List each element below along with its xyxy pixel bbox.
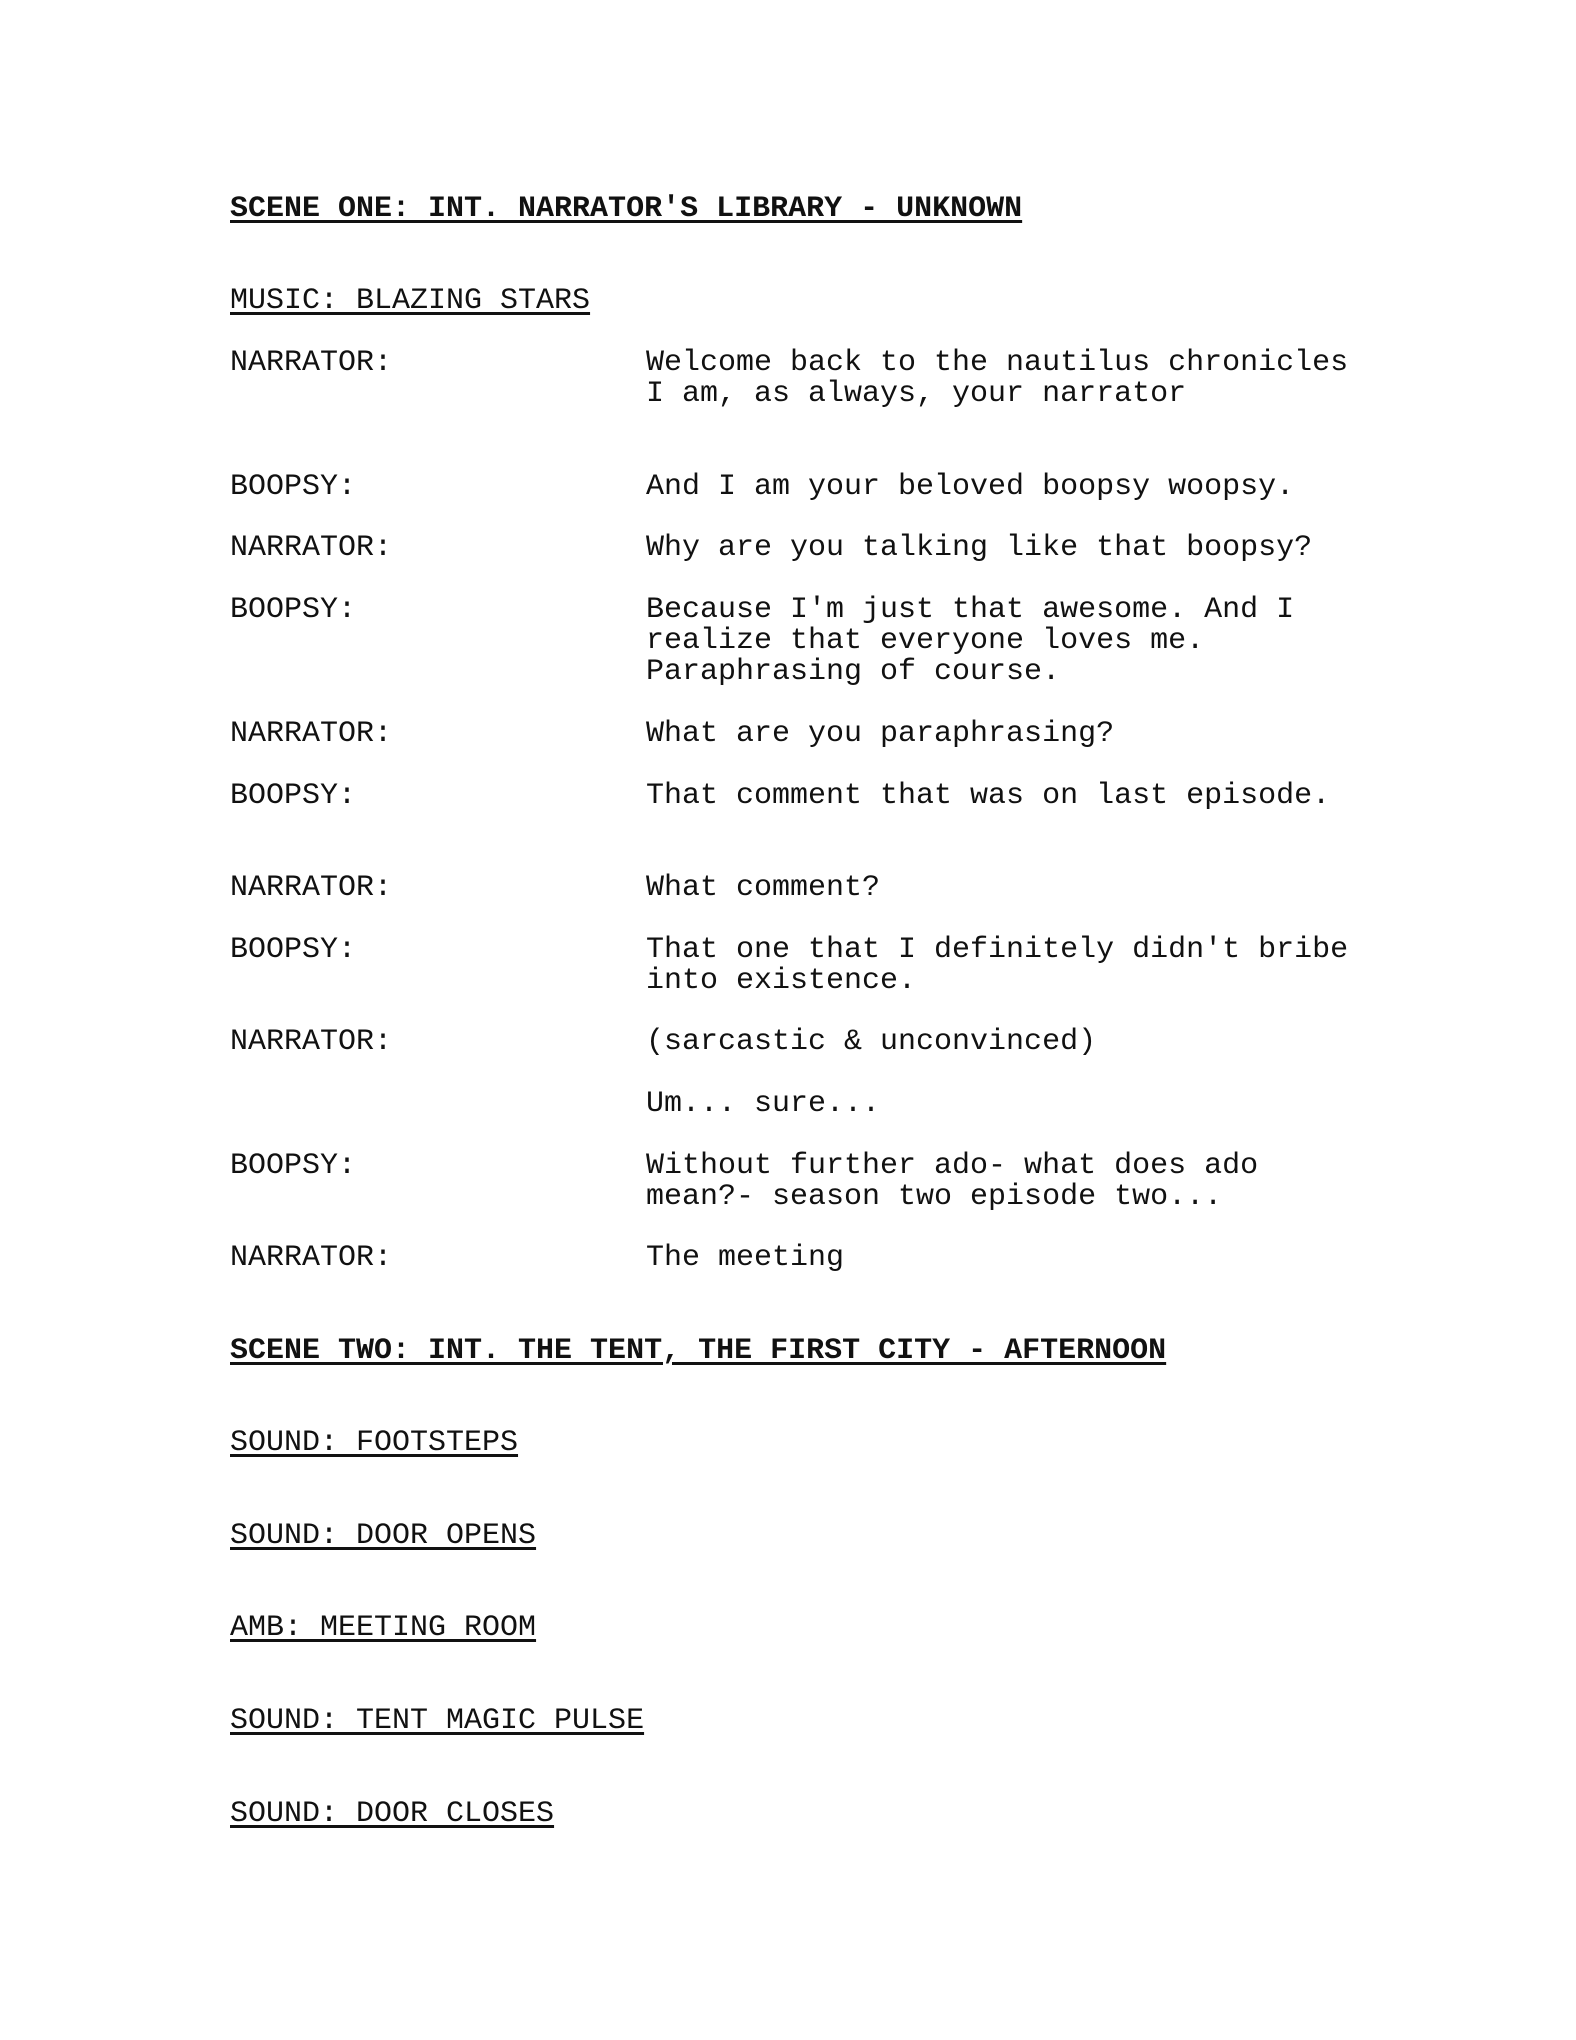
sound-cue: SOUND: FOOTSTEPS (230, 1426, 519, 1460)
speaker-name: NARRATOR: (230, 531, 393, 565)
dialogue-text: And I am your beloved boopsy woopsy. (646, 470, 1295, 504)
dialogue-text: Because I'm just that awesome. And I realize that everyone loves me. Paraphrasing of course. (646, 593, 1295, 689)
scene-two-heading: SCENE TWO: INT. THE TENT, THE FIRST CITY - AFTERNOON (230, 1334, 1167, 1368)
speaker-name: NARRATOR: (230, 1241, 393, 1275)
scene-one-heading: SCENE ONE: INT. NARRATOR'S LIBRARY - UNKNOWN (230, 192, 1023, 226)
speaker-name: NARRATOR: (230, 346, 393, 380)
speaker-name: BOOPSY: (230, 933, 357, 967)
dialogue-text: What comment? (646, 871, 881, 905)
music-cue: MUSIC: BLAZING STARS (230, 284, 591, 318)
ambience-cue: AMB: MEETING ROOM (230, 1611, 537, 1645)
sound-cue: SOUND: DOOR OPENS (230, 1519, 537, 1553)
speaker-name: NARRATOR: (230, 717, 393, 751)
dialogue-text: The meeting (646, 1241, 845, 1275)
dialogue-text: Welcome back to the nautilus chronicles I am, as always, your narrator (646, 346, 1349, 411)
sound-cue: SOUND: DOOR CLOSES (230, 1797, 555, 1831)
dialogue-text: Without further ado- what does ado mean?- season two episode two... (646, 1149, 1259, 1214)
dialogue-text: What are you paraphrasing? (646, 717, 1115, 751)
dialogue-text: Why are you talking like that boopsy? (646, 531, 1313, 565)
dialogue-text: Um... sure... (646, 1087, 881, 1121)
speaker-name: NARRATOR: (230, 1025, 393, 1059)
speaker-name: NARRATOR: (230, 871, 393, 905)
speaker-name: BOOPSY: (230, 779, 357, 813)
speaker-name: BOOPSY: (230, 593, 357, 627)
sound-cue: SOUND: TENT MAGIC PULSE (230, 1704, 645, 1738)
speaker-name: BOOPSY: (230, 1149, 357, 1183)
speaker-name: BOOPSY: (230, 470, 357, 504)
dialogue-text: That comment that was on last episode. (646, 779, 1331, 813)
dialogue-text: That one that I definitely didn't bribe into existence. (646, 933, 1349, 998)
parenthetical: (sarcastic & unconvinced) (646, 1025, 1097, 1059)
